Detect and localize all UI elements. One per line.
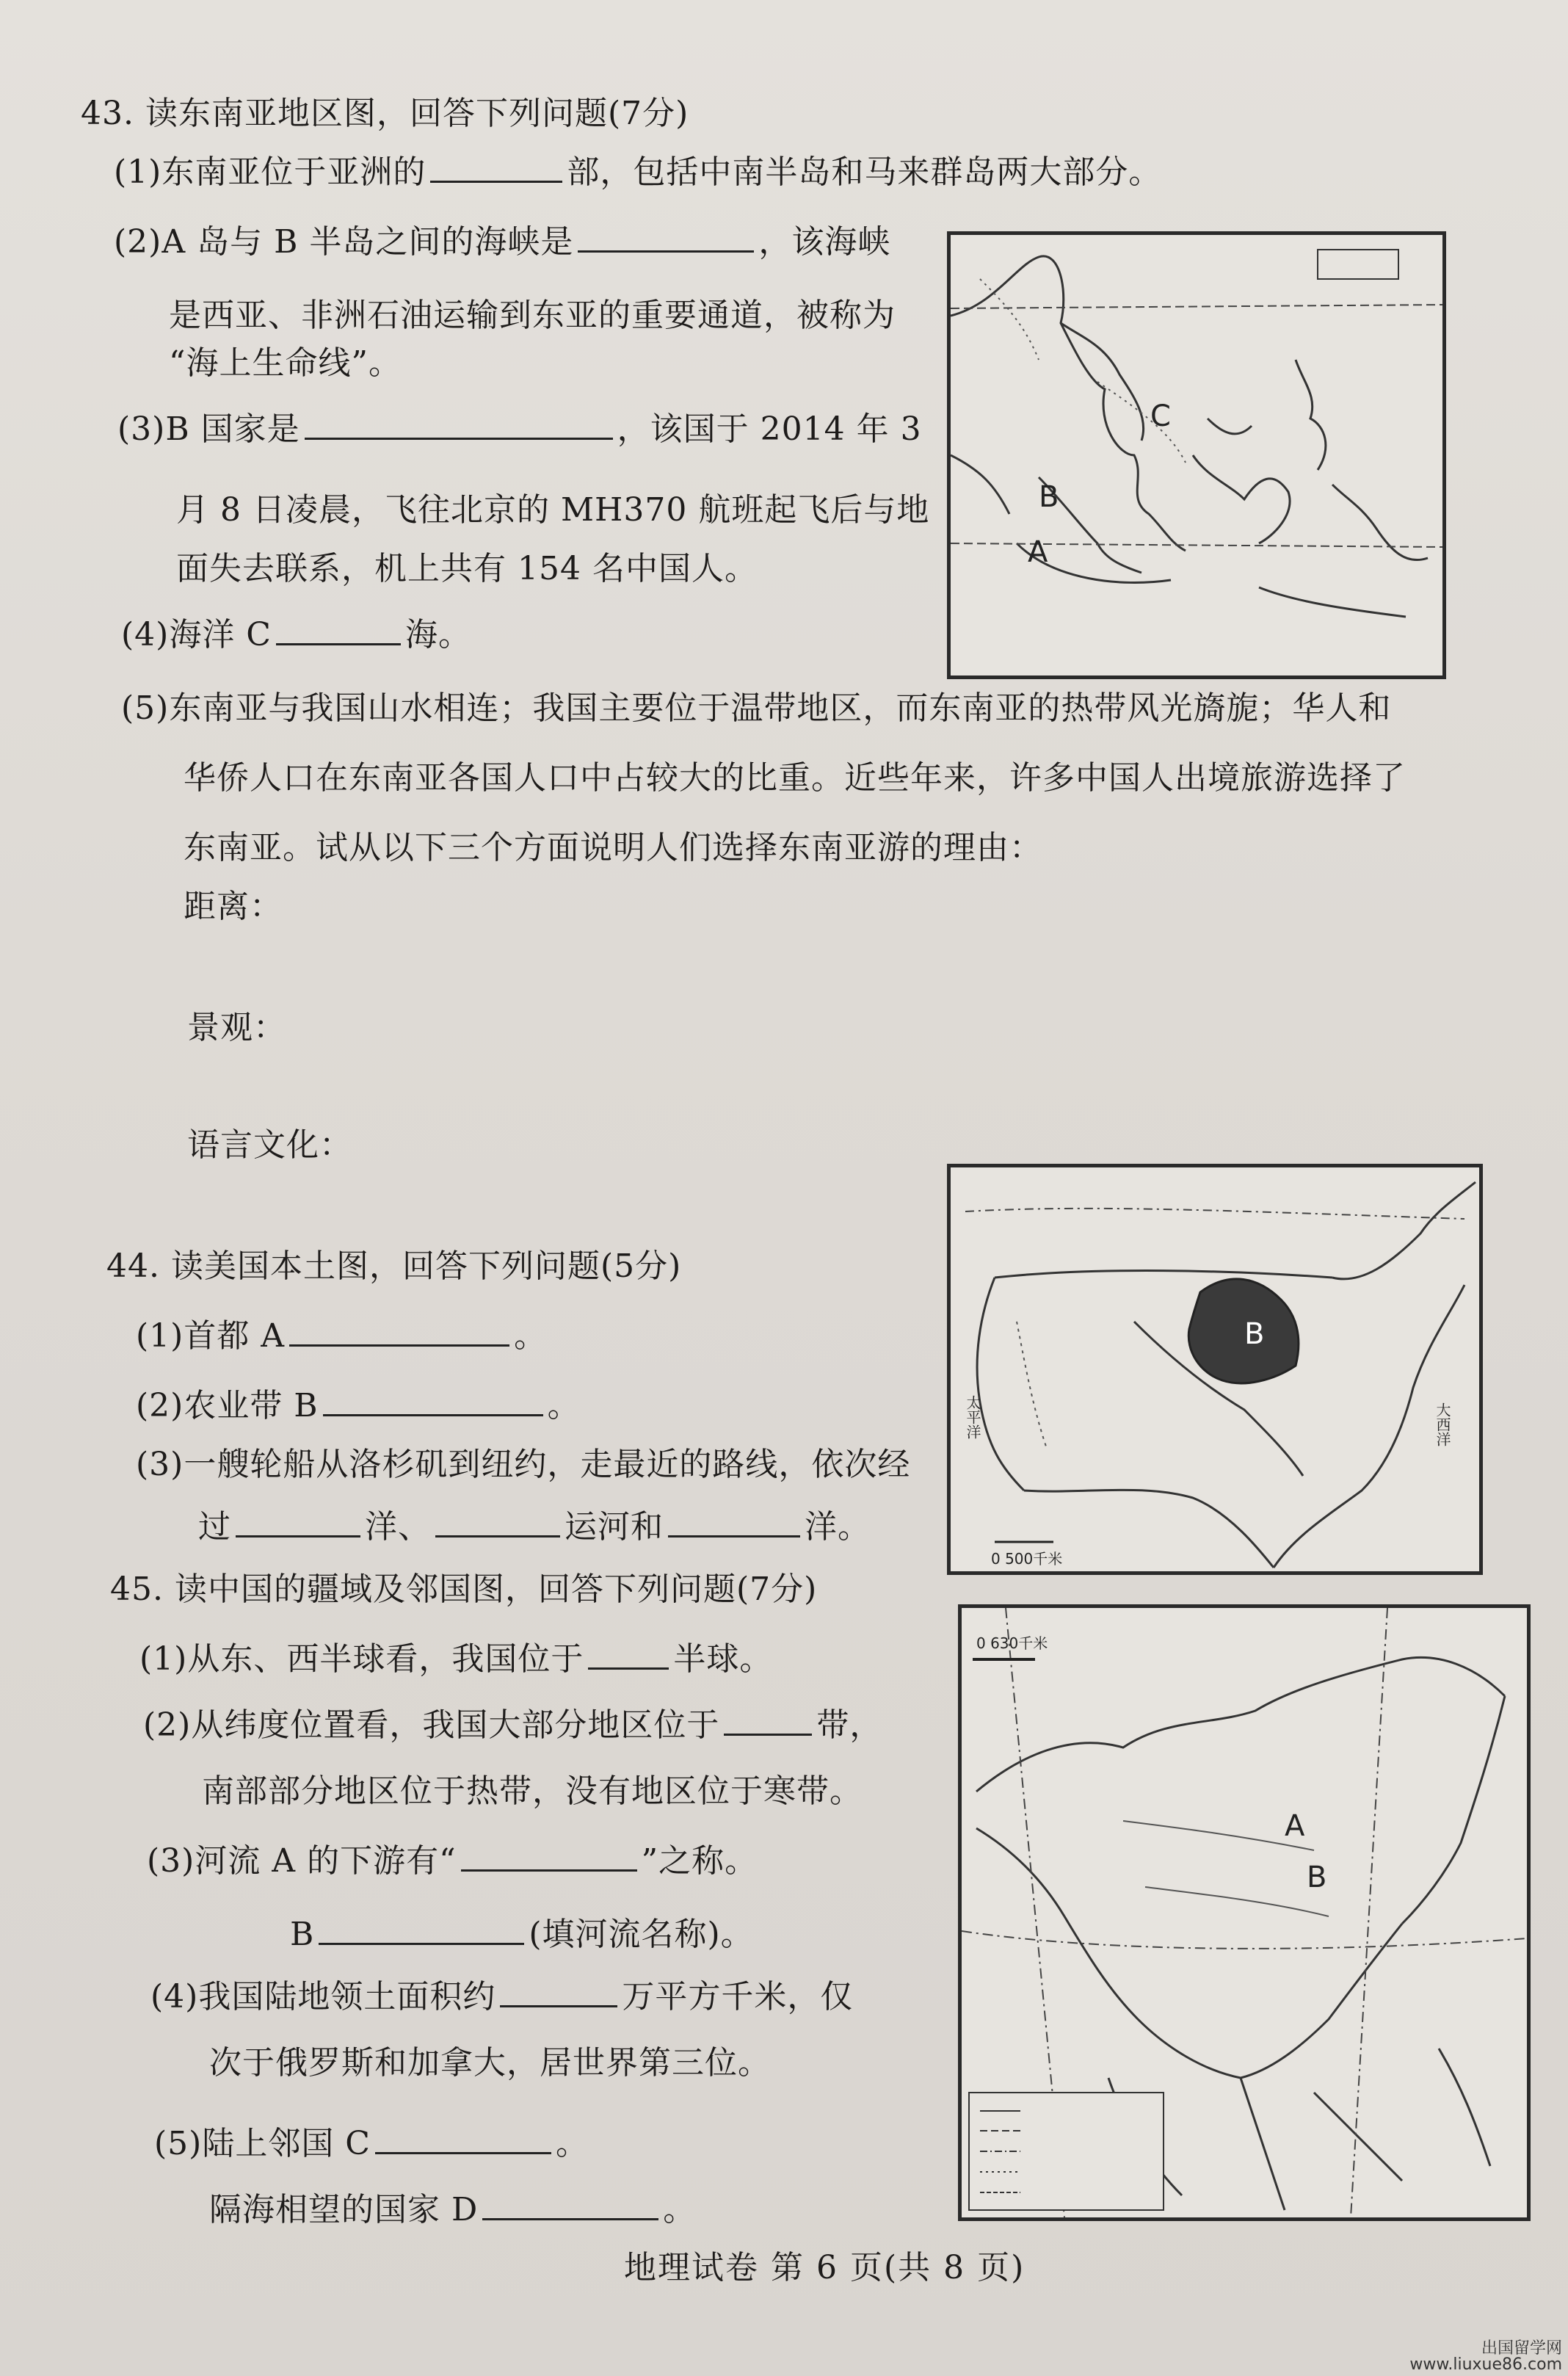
q44-part1-text: (1)首都 A: [136, 1317, 286, 1355]
q45-part5-text-a: (5)陆上邻国 C: [154, 2125, 371, 2162]
q45-part3-text-a: (3)河流 A 的下游有“: [147, 1842, 457, 1880]
q45-blank-1[interactable]: [588, 1638, 669, 1670]
q45-part4-line2: 次于俄罗斯和加拿大，居世界第三位。: [209, 2044, 771, 2082]
q45-part1-text-b: 半球。: [673, 1640, 773, 1678]
q45-part5-text-c: 隔海相望的国家 D: [209, 2191, 479, 2228]
island-a-label: A: [1028, 535, 1048, 569]
q44-blank-4[interactable]: [435, 1506, 560, 1537]
q45-part5-text-b: 。: [555, 2125, 589, 2162]
q45-part4-text-b: 万平方千米，仅: [622, 1978, 854, 2015]
q43-blank-1[interactable]: [430, 151, 562, 183]
q45-title: 45. 读中国的疆域及邻国图，回答下列问题(7分): [110, 1571, 818, 1608]
q43-part2-text-a: (2)A 岛与 B 半岛之间的海峡是: [114, 223, 574, 261]
q44-blank-1[interactable]: [289, 1315, 509, 1347]
q45-blank-5[interactable]: [500, 1976, 617, 2007]
southeast-asia-map: [947, 231, 1446, 679]
q43-part3-line3: 面失去联系，机上共有 154 名中国人。: [176, 550, 758, 587]
q45-part5-text-d: 。: [663, 2191, 697, 2228]
q43-part3-text-a: (3)B 国家是: [117, 410, 300, 448]
q45-blank-2[interactable]: [724, 1704, 812, 1736]
q43-part2-text-b: ，该海峡: [758, 223, 891, 261]
q43-culture-label: 语言文化：: [187, 1126, 352, 1164]
q45-part5-line2: [209, 2188, 696, 2232]
q43-part5-line3: 东南亚。试从以下三个方面说明人们选择东南亚游的理由：: [184, 829, 1042, 866]
q45-part3-text-d: (填河流名称)。: [529, 1916, 754, 1953]
q44-part1: [136, 1314, 547, 1358]
q43-blank-3[interactable]: [305, 408, 613, 440]
q43-part1: [114, 151, 1161, 195]
q44-blank-2[interactable]: [323, 1385, 543, 1416]
q43-part3: [117, 408, 922, 452]
q43-part1-text-a: (1)东南亚位于亚洲的: [114, 153, 427, 191]
river-b-label: B: [1307, 1861, 1327, 1894]
q45-part3-text-c: B: [290, 1916, 315, 1953]
q45-part3-line2: [290, 1913, 754, 1957]
q45-part4: [150, 1975, 853, 2019]
q44-blank-3[interactable]: [236, 1506, 360, 1537]
q43-part2-line2: 是西亚、非洲石油运输到东亚的重要通道，被称为: [169, 297, 896, 334]
q45-part2-text-a: (2)从纬度位置看，我国大部分地区位于: [143, 1706, 720, 1744]
q43-part2-line3: “海上生命线”。: [169, 344, 402, 382]
q44-part2-end: 。: [547, 1387, 581, 1424]
q43-scenery-label: 景观：: [187, 1009, 286, 1046]
q44-part2: [136, 1384, 581, 1428]
q44-part3-line1: (3)一艘轮船从洛杉矶到纽约，走最近的路线，依次经: [136, 1446, 911, 1483]
q43-blank-2[interactable]: [578, 221, 754, 253]
q43-part5-line1: (5)东南亚与我国山水相连；我国主要位于温带地区，而东南亚的热带风光旖旎；华人和: [121, 689, 1392, 727]
q43-title: 43. 读东南亚地区图，回答下列问题(7分): [81, 95, 689, 132]
q44-part3-text-c: 洋、: [365, 1508, 431, 1546]
q45-part1: [139, 1637, 772, 1681]
q43-part2: [114, 220, 890, 264]
q45-blank-4[interactable]: [319, 1913, 524, 1945]
peninsula-b-label: B: [1039, 480, 1059, 514]
agricultural-belt-b-label: B: [1244, 1317, 1265, 1351]
q45-part1-text-a: (1)从东、西半球看，我国位于: [139, 1640, 584, 1678]
q44-part1-end: 。: [514, 1317, 548, 1355]
china-scale-label: 0 630千米: [976, 1634, 1048, 1652]
q44-part3-text-d: 运河和: [565, 1508, 664, 1546]
sea-c-label: C: [1150, 399, 1171, 433]
q45-blank-6[interactable]: [375, 2123, 551, 2154]
china-neighbors-map: [958, 1604, 1531, 2221]
q43-blank-4[interactable]: [276, 614, 401, 645]
q45-blank-7[interactable]: [482, 2189, 658, 2220]
q44-part3-text-e: 洋。: [805, 1508, 871, 1546]
q45-part3-text-b: ”之称。: [641, 1842, 758, 1880]
q44-part3-text-b: 过: [198, 1508, 231, 1546]
q43-part3-text-b: ，该国于 2014 年 3: [617, 410, 922, 448]
scale-bar-label: 0 500千米: [991, 1550, 1063, 1568]
river-a-label: A: [1285, 1809, 1305, 1843]
watermark-line-1: 出国留学网: [1481, 2339, 1562, 2358]
page-footer: 地理试卷 第 6 页(共 8 页): [624, 2249, 1026, 2286]
watermark-line-2: www.liuxue86.com: [1409, 2355, 1562, 2374]
pacific-ocean-label: 太平洋: [964, 1395, 981, 1439]
q45-part4-text-a: (4)我国陆地领土面积约: [150, 1978, 496, 2015]
q44-part2-text: (2)农业带 B: [136, 1387, 319, 1424]
q43-part5-line2: 华侨人口在东南亚各国人口中占较大的比重。近些年来，许多中国人出境旅游选择了: [184, 759, 1406, 797]
q43-distance-label: 距离：: [184, 888, 283, 925]
q43-part4-text-a: (4)海洋 C: [121, 616, 272, 653]
q43-part4-text-b: 海。: [404, 616, 471, 653]
q44-part3-line2: [198, 1505, 871, 1549]
q45-part2: [143, 1703, 882, 1747]
q45-part2-text-b: 带，: [816, 1706, 883, 1744]
watermark: [1409, 2341, 1562, 2373]
q43-part4: [121, 613, 471, 657]
q45-blank-3[interactable]: [461, 1840, 637, 1872]
atlantic-ocean-label: 大西洋: [1434, 1402, 1451, 1446]
q45-part3: [147, 1839, 758, 1883]
usa-map: [947, 1164, 1483, 1575]
q43-part1-text-b: 部，包括中南半岛和马来群岛两大部分。: [567, 153, 1162, 191]
q44-blank-5[interactable]: [668, 1506, 800, 1537]
q44-title: 44. 读美国本土图，回答下列问题(5分): [106, 1247, 682, 1285]
q45-part5: [154, 2122, 589, 2166]
q43-part3-line2: 月 8 日凌晨，飞往北京的 MH370 航班起飞后与地: [176, 491, 930, 529]
q45-part2-line2: 南部部分地区位于热带，没有地区位于寒带。: [202, 1772, 863, 1810]
